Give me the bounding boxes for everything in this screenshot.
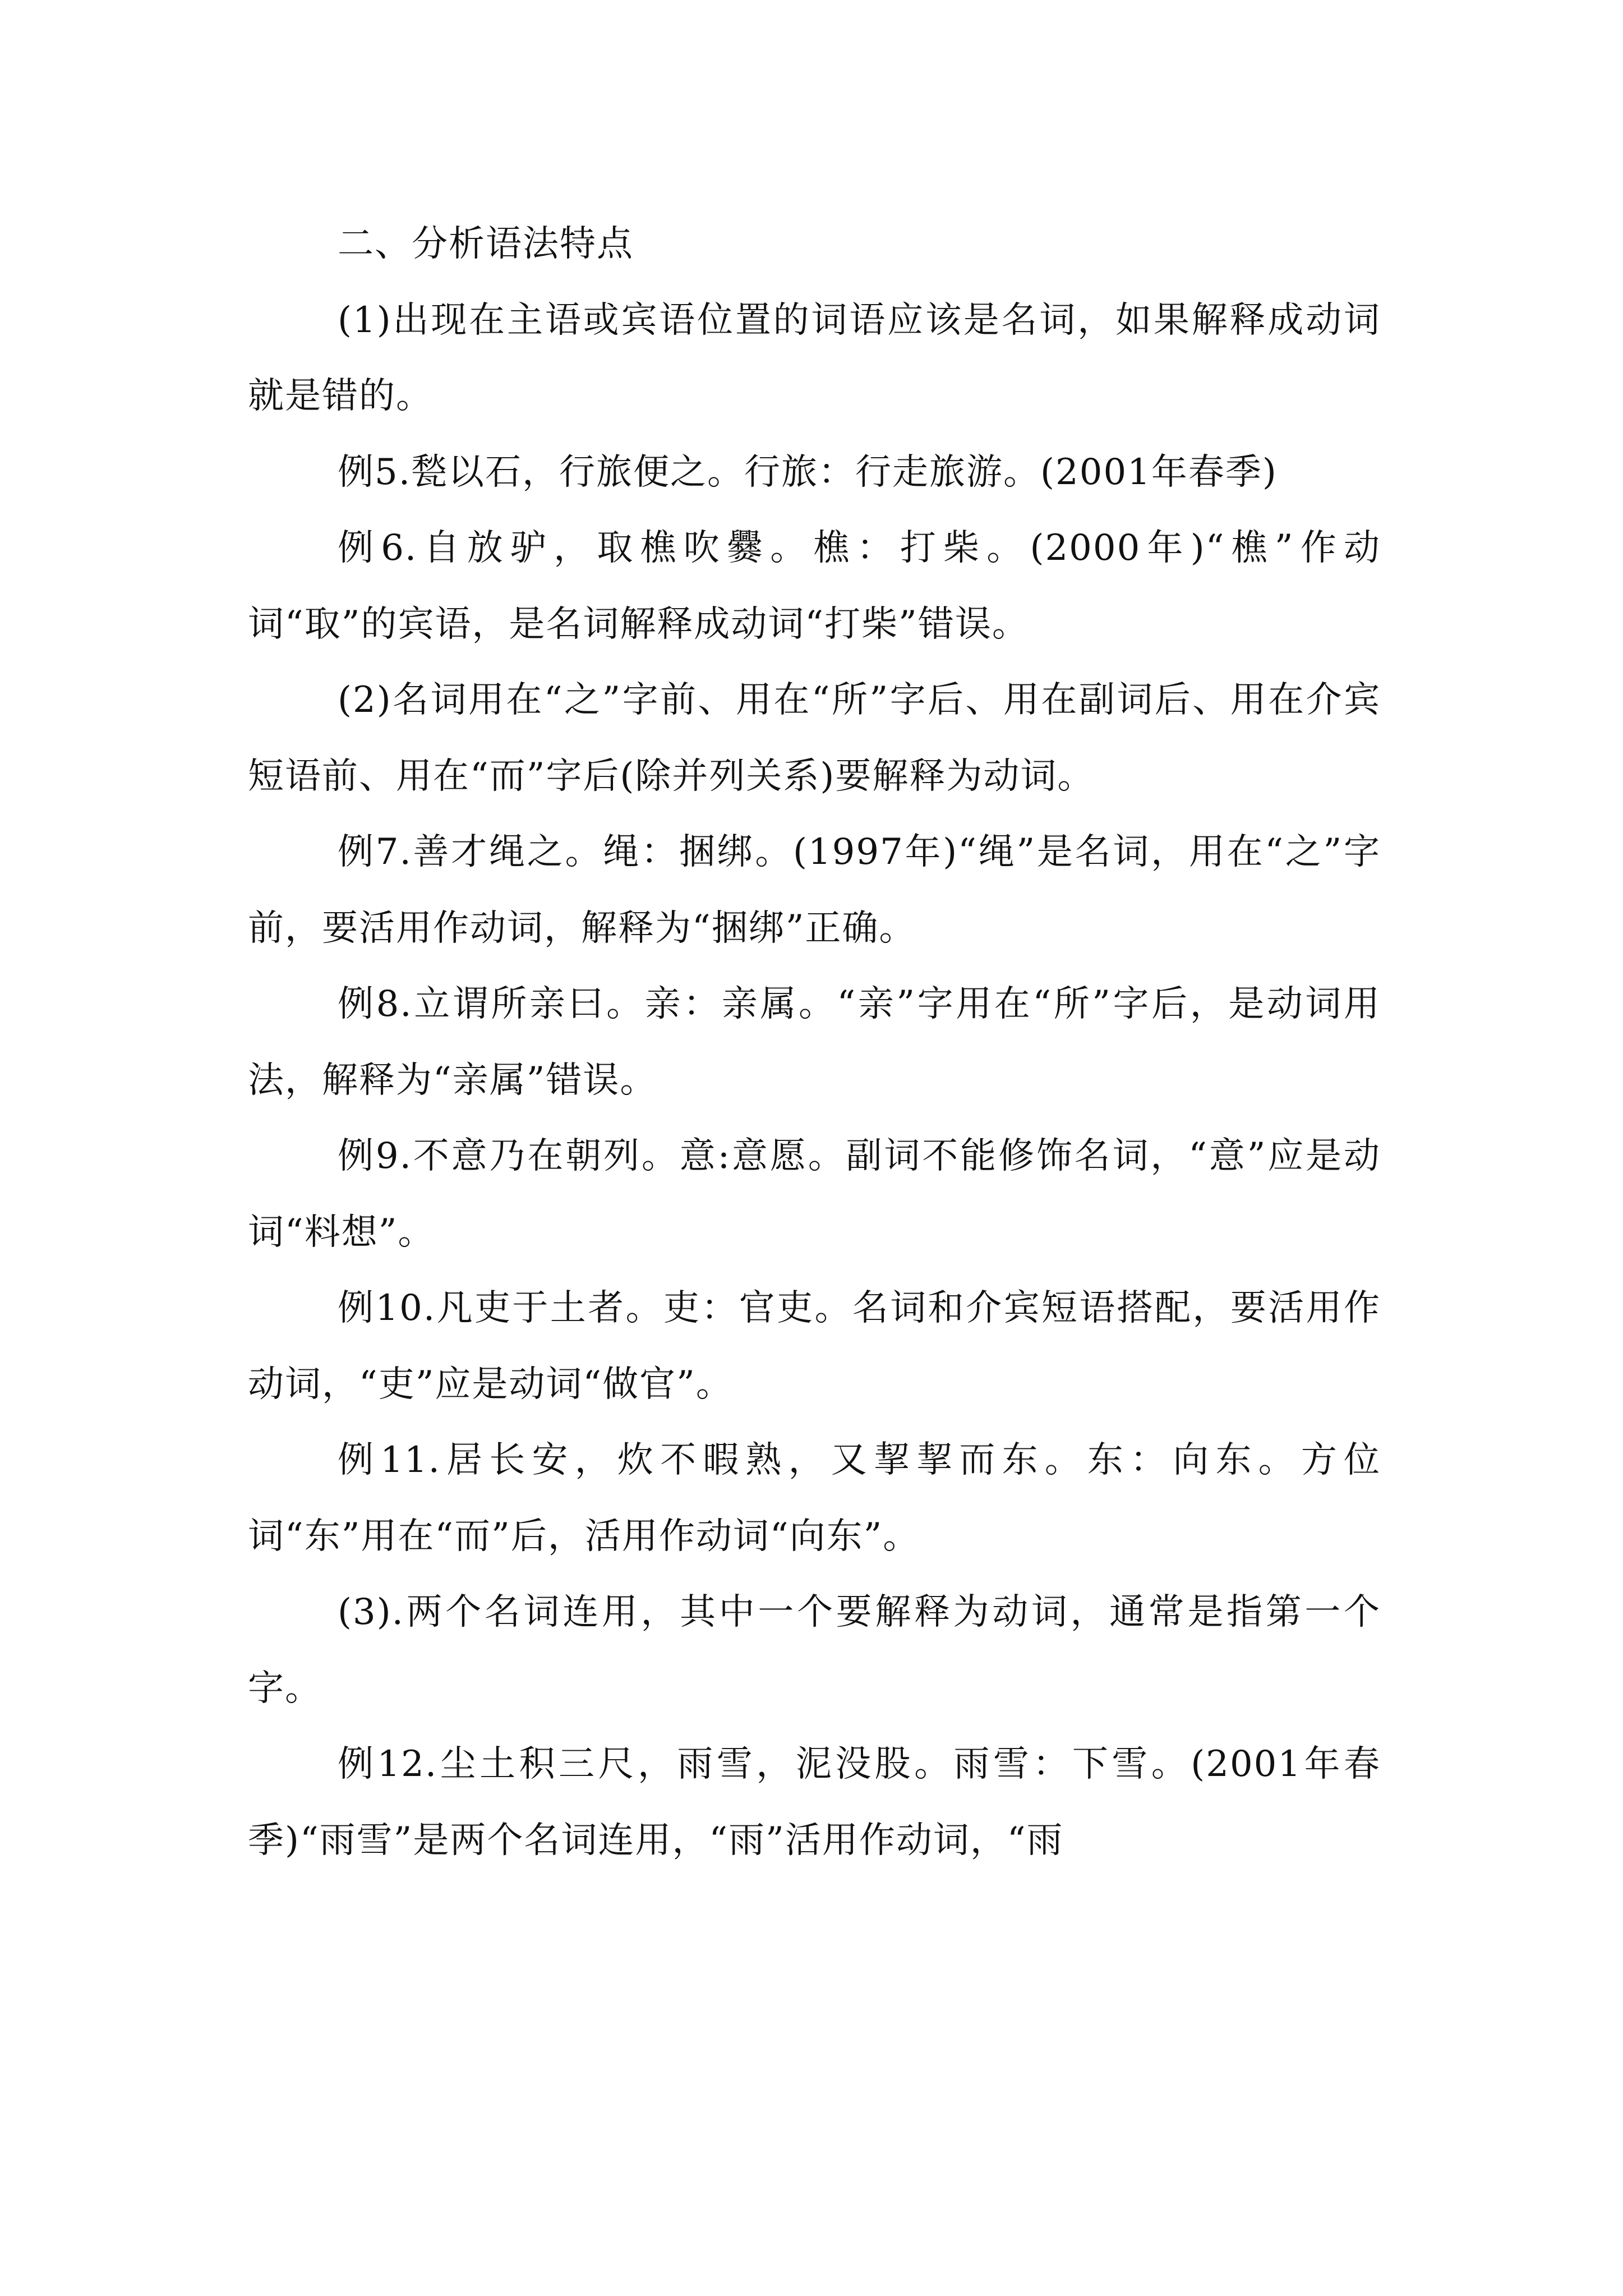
body-text bbox=[248, 206, 1381, 1879]
paragraph: (1)出现在主语或宾语位置的词语应该是名词，如果解释成动词就是错的。 bbox=[248, 299, 1381, 417]
paragraph: (2)名词用在“之”字前、用在“所”字后、用在副词后、用在介宾短语前、用在“而”字后(除并列关系)要解释为动词。 bbox=[248, 679, 1381, 797]
paragraph: (3).两个名词连用，其中一个要解释为动词，通常是指第一个字。 bbox=[248, 1591, 1381, 1709]
paragraph: 例5.甃以石，行旅便之。行旅：行走旅游。(2001年春季) bbox=[338, 451, 1278, 493]
paragraph: 例8.立谓所亲曰。亲：亲属。“亲”字用在“所”字后，是动词用法，解释为“亲属”错误。 bbox=[248, 983, 1381, 1101]
paragraph: 例11.居长安，炊不暇熟，又挈挈而东。东：向东。方位词“东”用在“而”后，活用作动词“向东”。 bbox=[248, 1439, 1381, 1557]
paragraph: 例7.善才绳之。绳：捆绑。(1997年)“绳”是名词，用在“之”字前，要活用作动词，解释为“捆绑”正确。 bbox=[248, 831, 1381, 949]
paragraph: 例6.自放驴，取樵吹爨。樵：打柴。(2000年)“樵”作动词“取”的宾语，是名词解释成动词“打柴”错误。 bbox=[248, 527, 1381, 645]
paragraph: 例12.尘土积三尺，雨雪，泥没股。雨雪：下雪。(2001年春季)“雨雪”是两个名词连用，“雨”活用作动词，“雨 bbox=[248, 1743, 1381, 1861]
paragraph: 例9.不意乃在朝列。意:意愿。副词不能修饰名词，“意”应是动词“料想”。 bbox=[248, 1135, 1381, 1253]
section-heading: 二、分析语法特点 bbox=[338, 223, 634, 265]
paragraph: 例10.凡吏于土者。吏：官吏。名词和介宾短语搭配，要活用作动词，“吏”应是动词“做官”。 bbox=[248, 1287, 1381, 1405]
